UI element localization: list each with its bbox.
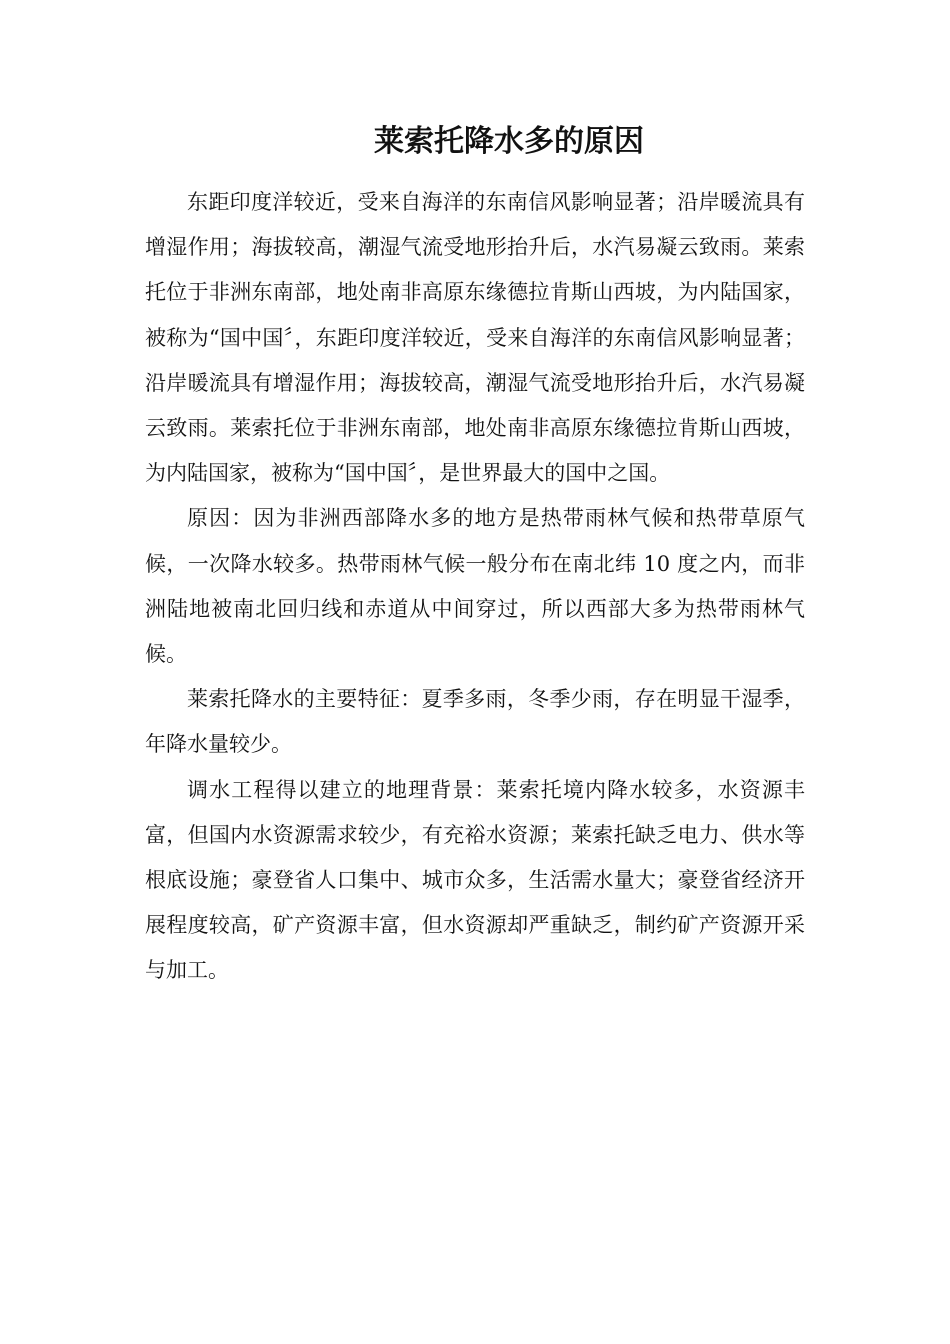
paragraph-2: 原因：因为非洲西部降水多的地方是热带雨林气候和热带草原气候，一次降水较多。热带雨林气候一般分布在南北纬 10 度之内，而非洲陆地被南北回归线和赤道从中间穿过，所以西部大多为热带雨林气候。 xyxy=(145,506,805,667)
document-title: 莱索托降水多的原因 xyxy=(374,124,644,159)
paragraph-3: 莱索托降水的主要特征：夏季多雨，冬季少雨，存在明显干湿季，年降水量较少。 xyxy=(145,687,805,757)
paragraph-4: 调水工程得以建立的地理背景：莱索托境内降水较多，水资源丰富，但国内水资源需求较少，有充裕水资源；莱索托缺乏电力、供水等根底设施；豪登省人口集中、城市众多，生活需水量大；豪登省经济开展程度较高，矿产资源丰富，但水资源却严重缺乏，制约矿产资源开采与加工。 xyxy=(145,777,805,983)
paragraph-1: 东距印度洋较近，受来自海洋的东南信风影响显著；沿岸暖流具有增湿作用；海拔较高，潮湿气流受地形抬升后，水汽易凝云致雨。莱索托位于非洲东南部，地处南非高原东缘德拉肯斯山西坡，为内陆国家，被称为“国中国〞，东距印度洋较近，受来自海洋的东南信风影响显著；沿岸暖流具有增湿作用；海拔较高，潮湿气流受地形抬升后，水汽易凝云致雨。莱索托位于非洲东南部，地处南非高原东缘德拉肯斯山西坡，为内陆国家，被称为“国中国〞，是世界最大的国中之国。 xyxy=(145,190,805,486)
document-body xyxy=(145,180,805,994)
